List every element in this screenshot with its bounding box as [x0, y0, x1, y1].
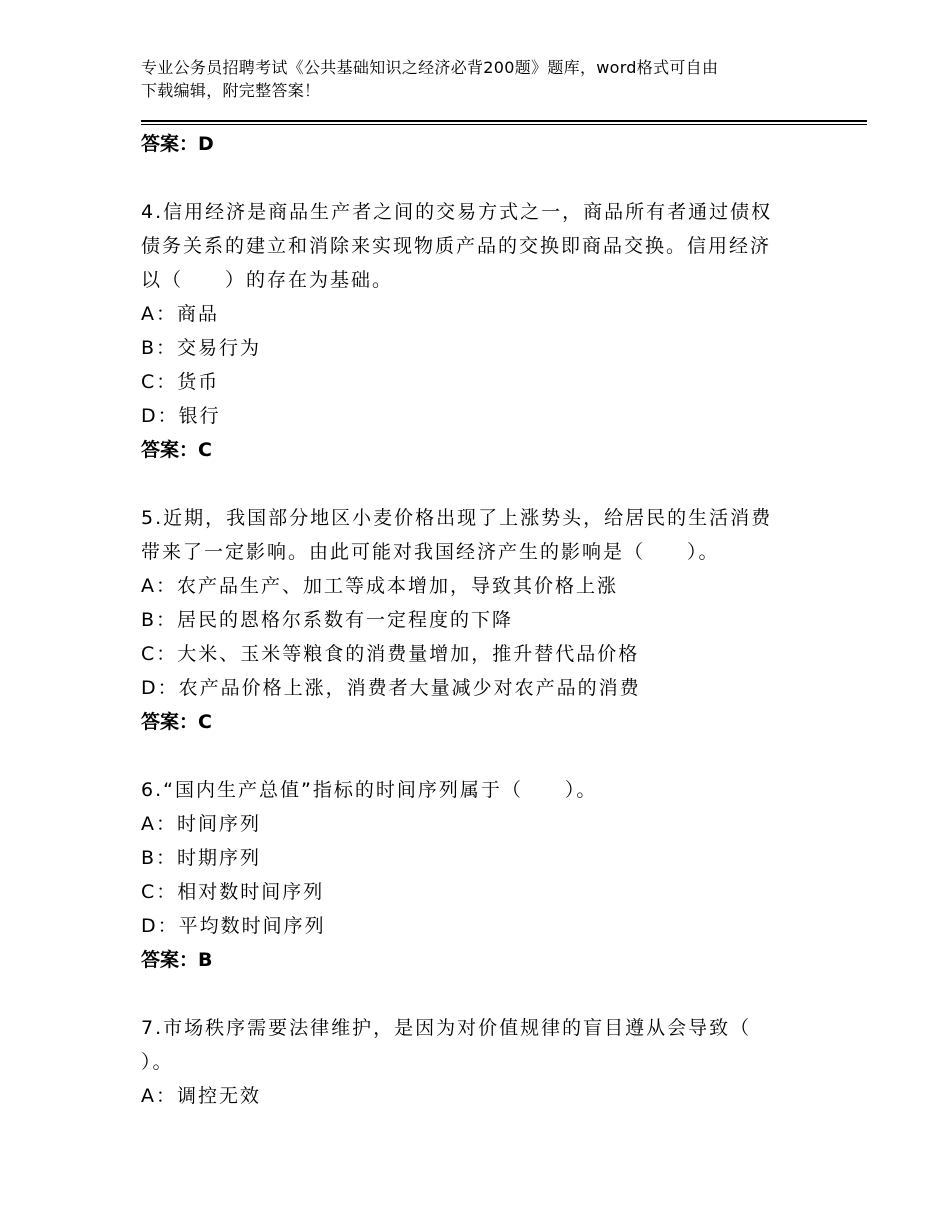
header-divider-thick — [141, 120, 867, 122]
question-text-line: 债务关系的建立和消除来实现物质产品的交换即商品交换。信用经济 — [141, 235, 772, 257]
option-a: A：农产品生产、加工等成本增加，导致其价格上涨 — [141, 575, 618, 597]
question-text-line: 6.“国内生产总值”指标的时间序列属于（ ）。 — [141, 779, 598, 801]
option-d: D：农产品价格上涨，消费者大量减少对农产品的消费 — [141, 677, 641, 699]
option-a: A：调控无效 — [141, 1085, 261, 1107]
question-text-line: 7.市场秩序需要法律维护，是因为对价值规律的盲目遵从会导致（ — [141, 1017, 752, 1039]
question-text-line: 带来了一定影响。由此可能对我国经济产生的影响是（ ）。 — [141, 541, 720, 563]
option-c: C：货币 — [141, 371, 220, 393]
option-a: A：商品 — [141, 303, 219, 325]
option-b: B：居民的恩格尔系数有一定程度的下降 — [141, 609, 514, 631]
question-6 — [141, 773, 811, 977]
option-a: A：时间序列 — [141, 813, 261, 835]
option-b: B：时期序列 — [141, 847, 262, 869]
header-line-2: 下载编辑，附完整答案！ — [141, 81, 321, 100]
option-b: B：交易行为 — [141, 337, 262, 359]
header-line-1: 专业公务员招聘考试《公共基础知识之经济必背200题》题库，word格式可自由 — [141, 58, 719, 77]
answer: 答案：B — [141, 949, 213, 971]
header-divider-thin — [141, 124, 867, 125]
document-body — [141, 127, 811, 1113]
question-4 — [141, 195, 811, 467]
question-text-line: 4.信用经济是商品生产者之间的交易方式之一，商品所有者通过债权 — [141, 201, 773, 223]
answer: 答案：C — [141, 711, 212, 733]
question-text-line: 5.近期，我国部分地区小麦价格出现了上涨势头，给居民的生活消费 — [141, 507, 773, 529]
option-c: C：相对数时间序列 — [141, 881, 325, 903]
option-d: D：平均数时间序列 — [141, 915, 326, 937]
question-5 — [141, 501, 811, 739]
question-text-line: 以（ ）的存在为基础。 — [141, 269, 394, 291]
question-7 — [141, 1011, 811, 1113]
previous-answer: 答案：D — [141, 133, 214, 155]
question-text-line: ）。 — [141, 1051, 174, 1073]
option-d: D：银行 — [141, 405, 221, 427]
document-header — [141, 56, 811, 102]
option-c: C：大米、玉米等粮食的消费量增加，推升替代品价格 — [141, 643, 640, 665]
answer: 答案：C — [141, 439, 212, 461]
